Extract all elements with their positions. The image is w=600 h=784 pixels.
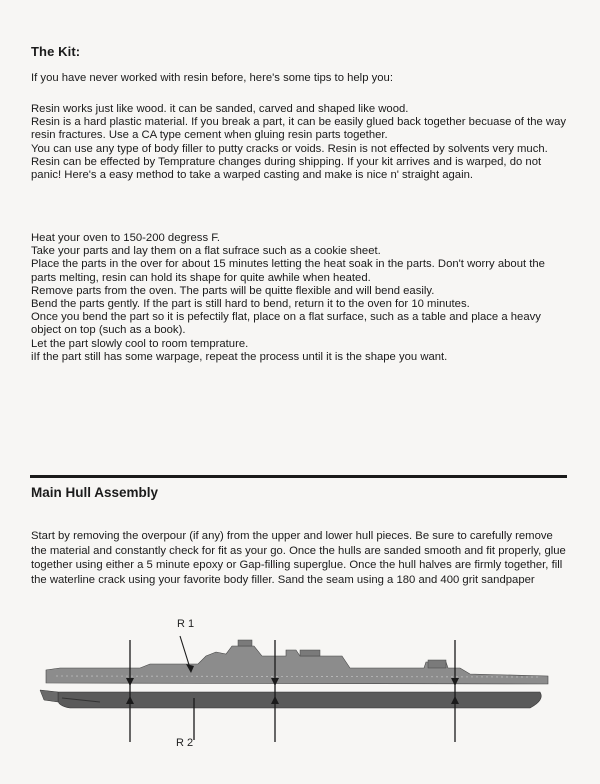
step-line: iIf the part still has some warpage, repeat the process until it is the shape you want. <box>31 350 448 363</box>
tip-paragraph: You can use any type of body filler to putty cracks or voids. Resin is not effected by solvents very much. <box>31 142 548 155</box>
step-line: Let the part slowly cool to room temprature. <box>31 337 249 350</box>
section-divider <box>30 475 567 478</box>
straightening-steps <box>31 232 571 364</box>
step-line: Once you bend the part so it is pefectily flat, place on a flat surface, such as a table and place a heavy object on top (such as a book). <box>31 311 541 337</box>
step-line: Place the parts in the over for about 15 minutes letting the heat soak in the parts. Don't worry about the parts melting, resin can hold its shape for quite awhile when heated. <box>31 258 545 284</box>
section-title-hull: Main Hull Assembly <box>31 485 159 500</box>
tip-paragraph: Resin can be effected by Temprature changes during shipping. If your kit arrives and is warped, do not panic! Here's a easy method to take a warped casting and make is nice n' straight again. <box>31 155 542 182</box>
label-r1: R 1 <box>177 618 195 630</box>
step-line: Take your parts and lay them on a flat sufrace such as a cookie sheet. <box>31 245 381 258</box>
upper-hull-part <box>46 640 548 684</box>
tip-paragraph: Resin is a hard plastic material. If you break a part, it can be easily glued back together becuase of the way resin fractures. Use a CA type cement when gluing resin parts together. <box>31 116 567 142</box>
step-line: Heat your oven to 150-200 degress F. <box>31 232 221 244</box>
step-line: Bend the parts gently. If the part is still hard to bend, return it to the oven for 10 minutes. <box>31 298 470 311</box>
kit-intro: If you have never worked with resin before, here's some tips to help you: <box>31 72 393 84</box>
section-title-kit: The Kit: <box>31 44 81 59</box>
hull-instructions: Start by removing the overpour (if any) from the upper and lower hull pieces. Be sure to carefully remove the material and constantly check for fit as your go. Once the hulls are sanded smooth and fit properly, glue together using either a 5 minute epoxy or Gap-filling superglue. Once the hull halves are firmly together, fill the waterline crack using your favorite body filler. Sand the seam using a 180 and 400 grit sandpaper <box>31 530 566 586</box>
tip-paragraph: Resin works just like wood. it can be sanded, carved and shaped like wood. <box>31 103 409 115</box>
hull-assembly-diagram <box>0 610 600 779</box>
ship-diagram-svg <box>0 610 600 779</box>
resin-tips <box>31 103 571 182</box>
label-r2: R 2 <box>176 737 194 749</box>
step-line: Remove parts from the oven. The parts will be quitte flexible and will bend easily. <box>31 284 435 297</box>
lower-hull-part <box>40 690 541 708</box>
